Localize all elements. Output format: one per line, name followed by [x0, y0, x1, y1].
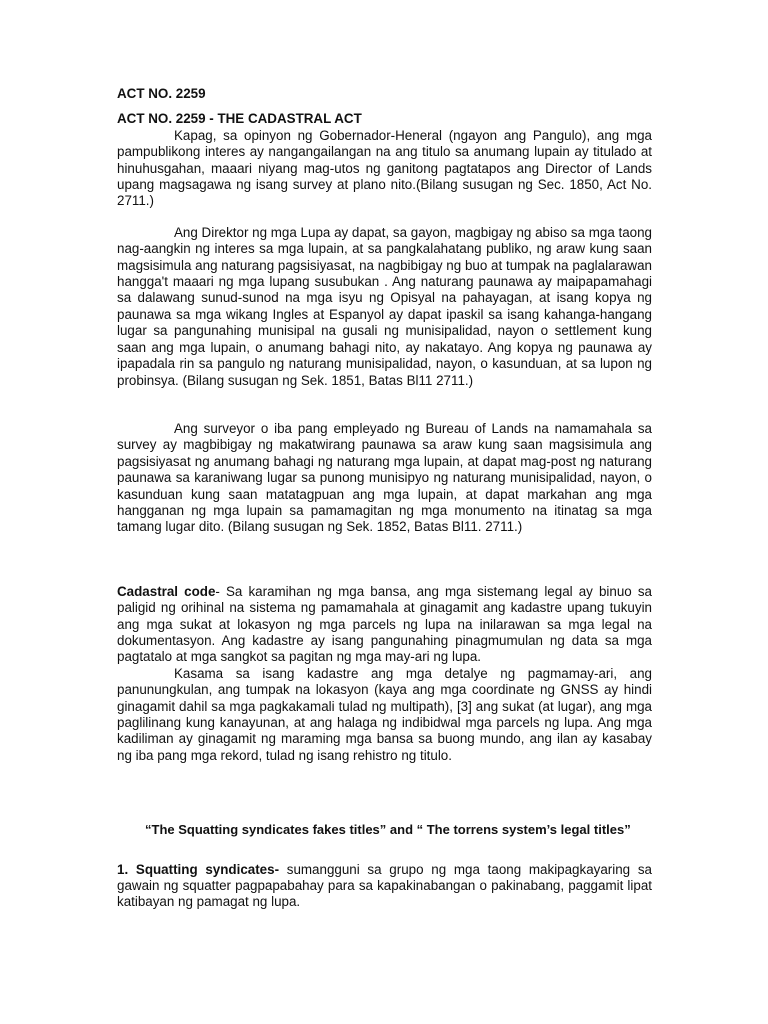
paragraph-surveyor: Ang surveyor o iba pang empleyado ng Bureau of Lands na namamahala sa survey ay magbibigay ng makatwirang paunawa sa araw kung saan magsisimula ang pagsisiyasat ng anumang bahagi ng naturang mga lupain, at dapat mag-post ng naturang paunawa sa karaniwang lugar sa punong munisipyo ng naturang munisipalidad, nayon, o kasunduan kung saan matatagpuan ang mga lupain, at dapat markahan ang mga hangganan ng mga lupain sa pamamagitan ng mga monumento na itinatag sa mga tamang lugar dito. (Bilang susugan ng Sek. 1852, Batas Bl11. 2711.) — [117, 420, 652, 535]
squatting-syndicates-text: sumangguni sa grupo ng mga taong makipagkayaring sa gawain ng squatter pagpapabahay para sa kapakinabangan o pakinabang, paggamit lipat katibayan ng pamagat ng lupa. — [117, 861, 652, 910]
document-subtitle: ACT NO. 2259 - THE CADASTRAL ACT — [117, 111, 362, 127]
document-title: ACT NO. 2259 — [117, 86, 206, 101]
document-page — [117, 86, 652, 911]
cadastral-code-text: - Sa karamihan ng mga bansa, ang mga sistemang legal ay binuo sa paligid ng orihinal na sistema ng pamamahala at ginagamit ang kadastre upang tukuyin ang mga sukat at lokasyon ng mga parcels ng lupa na inilarawan sa mga legal na dokumentasyon. Ang kadastre ay isang pangunahing pinagmumulan ng data sa mga pagtatalo at mga sangkot sa pagitan ng mga may-ari ng lupa. — [117, 583, 652, 665]
squatting-heading: “The Squatting syndicates fakes titles” and “ The torrens system’s legal titles” — [145, 822, 631, 838]
paragraph-squatting-syndicates — [117, 862, 652, 911]
paragraph-notice: Ang Direktor ng mga Lupa ay dapat, sa gayon, magbigay ng abiso sa mga taong nag-aangkin ng interes sa mga lupain, at sa pangkalahatang publiko, ng araw kung saan magsisimula ang naturang pagsisiyasat, na nagbibigay ng buo at tumpak na paglalarawan hangga't maaari ng mga lupang susubukan . Ang naturang paunawa ay maipapamahagi sa dalawang sunud-sunod na mga isyu ng Opisyal na pahayagan, at isang kopya ng paunawa sa mga wikang Ingles at Espanyol ay dapat ipaskil sa isang kahanga-hangang lugar sa pangunahing munisipal na gusali ng munisipalidad, nayon o settlement kung saan ang mga lupain, o anumang bahagi nito, ay nakatayo. Ang kopya ng paunawa ay ipapadala rin sa pangulo ng naturang munisipalidad, nayon, o kasunduan, at sa lupon ng probinsya. (Bilang susugan ng Sek. 1851, Batas Bl11 2711.) — [117, 224, 652, 388]
paragraph-governor-survey: Kapag, sa opinyon ng Gobernador-Heneral (ngayon ang Pangulo), ang mga pampublikong interes ay nangangailangan na ang titulo sa anumang lupain ay titulado at hinuhusgahan, maaari niyang mag-utos ng ganitong pagtatapos ang Director of Lands upang magsagawa ng isang survey at plano nito.(Bilang susugan ng Sec. 1850, Act No. 2711.) — [117, 127, 652, 209]
squatting-syndicates-label: 1. Squatting syndicates- — [117, 861, 280, 877]
paragraph-cadastral-code — [117, 584, 652, 666]
paragraph-cadastre-details: Kasama sa isang kadastre ang mga detalye ng pagmamay-ari, ang panunungkulan, ang tumpak na lokasyon (kaya ang mga coordinate ng GNSS ay hindi ginagamit dahil sa mga pagkakamali tulad ng multipath), [3] ang sukat (at lugar), ang mga paglilinang kung kanayunan, at ang halaga ng indibidwal mga parcels ng lupa. Ang mga kadiliman ay ginagamit ng maraming mga bansa sa buong mundo, ang ilan ay kasabay ng iba pang mga rekord, tulad ng isang rehistro ng titulo. — [117, 665, 652, 763]
cadastral-code-label: Cadastral code — [117, 583, 216, 599]
